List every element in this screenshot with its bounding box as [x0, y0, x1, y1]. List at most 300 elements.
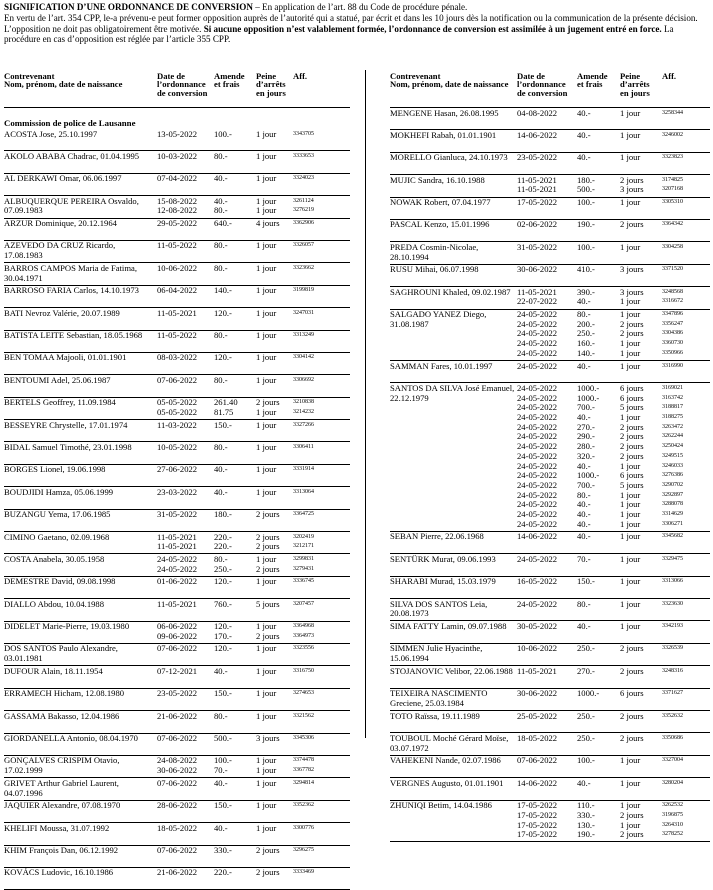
notice-bold-statement: Si aucune opposition n’est valablement formée, l’ordonnance de conversion est assimilée à un jugement entré en force.: [203, 23, 662, 34]
aff-number-value: 3264310: [662, 821, 683, 828]
conversion-date: [517, 288, 557, 307]
aff-number-value: 3299831: [293, 555, 314, 562]
conversion-date: [157, 286, 197, 296]
amount-value: 250.-: [577, 710, 595, 721]
conversion-date-value: 10-03-2022: [157, 150, 198, 161]
aff-number: [293, 689, 314, 699]
contrevenant-name: SANTOS DA SILVA José Emanuel, 22.12.1979: [390, 382, 515, 403]
aff-number: [293, 555, 314, 574]
amount-value: 150.-: [214, 688, 232, 699]
amount-value: 190.-: [577, 829, 595, 840]
amount-value: 80.-: [214, 710, 228, 721]
aff-number-value: 3336745: [293, 578, 314, 585]
table-row: [390, 130, 710, 152]
table-row: [390, 220, 710, 242]
amount: [214, 779, 228, 789]
aff-number: [662, 220, 683, 230]
peine: [620, 734, 644, 744]
aff-number: [293, 286, 314, 296]
contrevenant-name: ZHUNIQI Betim, 14.04.1986: [390, 800, 492, 811]
peine-value: 1 jour: [256, 441, 277, 452]
conversion-date: [517, 801, 557, 840]
peine-value: 1 jour: [620, 152, 641, 163]
amount: [577, 712, 595, 722]
table-row: [390, 778, 710, 800]
conversion-date-value: 05-05-2022: [157, 397, 198, 408]
peine-value: 1 jour: [256, 195, 277, 206]
peine: [620, 131, 640, 141]
peine-value: 1 jour: [620, 460, 641, 471]
amount-value: 80.-: [214, 441, 228, 452]
amount: [577, 220, 595, 230]
conversion-date-value: 12-08-2022: [157, 205, 198, 216]
conversion-date-value: 30-05-2022: [517, 620, 558, 631]
aff-number-value: 3347896: [662, 311, 683, 318]
conversion-date-value: 31-05-2022: [157, 509, 198, 520]
aff-number-value: 3333653: [293, 152, 314, 159]
peine-value: 1 jour: [620, 518, 641, 529]
peine: [620, 288, 644, 307]
aff-number: [293, 219, 314, 229]
amount-value: 40.-: [214, 486, 228, 497]
aff-number-value: 3174825: [662, 176, 683, 183]
peine-value: 5 jours: [620, 479, 644, 490]
amount: [214, 398, 238, 417]
peine: [256, 152, 276, 162]
aff-number-value: 3248568: [662, 288, 683, 295]
amount: [214, 622, 232, 641]
table-row: [390, 532, 710, 554]
conversion-date-value: 11-05-2021: [517, 665, 557, 676]
amount: [214, 443, 228, 453]
amount: [214, 644, 232, 654]
peine: [256, 219, 280, 229]
aff-number-value: 3212171: [293, 543, 314, 550]
peine-value: 1 jour: [620, 531, 641, 542]
table-row: [4, 510, 350, 532]
table-row: [390, 175, 710, 197]
aff-number-value: 3304258: [662, 243, 683, 250]
conversion-date-value: 24-05-2022: [517, 470, 558, 481]
amount-value: 250.-: [214, 563, 232, 574]
amount-value: 40.-: [577, 509, 591, 520]
amount-value: 40.-: [577, 499, 591, 510]
amount-value: 390.-: [577, 286, 595, 297]
aff-number: [293, 801, 314, 811]
peine: [256, 353, 276, 363]
amount: [577, 310, 595, 359]
aff-number-value: 3323823: [662, 154, 683, 161]
aff-number: [293, 309, 314, 319]
aff-number: [662, 555, 683, 565]
peine-value: 1 jour: [620, 819, 641, 830]
amount-value: 120.-: [214, 307, 232, 318]
aff-number: [293, 779, 314, 789]
conversion-date-value: 11-05-2021: [157, 307, 197, 318]
amount: [214, 510, 232, 520]
aff-number-value: 3374478: [293, 757, 314, 764]
contrevenant-name: KHELIFI Moussa, 31.07.1992: [4, 822, 110, 833]
contrevenant-name: BATISTA LEITE Sebastian, 18.05.1968: [4, 330, 143, 341]
header-date: Date de l’ordonnance de conversion: [517, 71, 568, 98]
contrevenant-name: DIALLO Abdou, 10.04.1988: [4, 598, 105, 609]
conversion-date-value: 07-06-2022: [157, 845, 198, 855]
amount-value: 40.-: [577, 152, 591, 163]
peine: [256, 734, 280, 744]
aff-number-value: 3323556: [293, 645, 314, 652]
aff-number-value: 3262244: [662, 433, 683, 440]
conversion-date-value: 08-03-2022: [157, 352, 198, 363]
conversion-date: [517, 310, 557, 359]
aff-number-value: 3314629: [662, 511, 683, 518]
peine: [256, 376, 276, 386]
amount: [214, 241, 228, 251]
aff-number-value: 3304142: [293, 354, 314, 361]
peine-value: 1 jour: [256, 374, 277, 385]
conversion-date-value: 07-06-2022: [157, 733, 198, 744]
conversion-date: [517, 532, 557, 542]
conversion-date-value: 11-05-2021: [157, 531, 197, 542]
conversion-date: [517, 243, 557, 253]
conversion-date: [157, 868, 197, 878]
peine-value: 2 jours: [620, 643, 644, 654]
aff-number-value: 3188817: [662, 404, 683, 411]
conversion-date: [157, 577, 197, 587]
peine: [256, 488, 276, 498]
aff-number-value: 3246033: [662, 462, 683, 469]
amount-value: 330.-: [214, 845, 232, 855]
conversion-date-value: 21-06-2022: [157, 867, 198, 878]
table-row: [4, 487, 350, 509]
amount-value: 250.-: [577, 328, 595, 339]
table-row: [4, 174, 350, 196]
amount: [214, 465, 228, 475]
peine-value: 2 jours: [256, 541, 280, 552]
amount-value: 760.-: [214, 598, 232, 609]
aff-number-value: 3345306: [293, 735, 314, 742]
aff-number-value: 3321562: [293, 712, 314, 719]
amount-value: 150.-: [214, 419, 232, 430]
table-row: [390, 287, 710, 309]
amount: [577, 176, 595, 195]
peine-value: 1 jour: [256, 665, 277, 676]
peine-value: 2 jours: [620, 710, 644, 721]
table-row: [4, 599, 350, 621]
contrevenant-name: MUJIC Sandra, 16.10.1988: [390, 174, 485, 185]
table-row: [390, 756, 710, 778]
amount-value: 80.-: [214, 205, 228, 216]
aff-number: [293, 488, 314, 498]
aff-number: [293, 376, 314, 386]
peine-value: 1 jour: [620, 412, 641, 423]
conversion-date-value: 31-05-2022: [517, 241, 558, 252]
amount: [577, 153, 591, 163]
conversion-date: [157, 331, 197, 341]
conversion-date: [157, 443, 197, 453]
contrevenant-name: ARZUR Dominique, 20.12.1964: [4, 218, 117, 229]
contrevenant-name: PASCAL Kenzo, 15.01.1996: [390, 219, 490, 230]
amount-value: 80.-: [214, 262, 228, 273]
aff-number-value: 3342193: [662, 622, 683, 629]
peine: [620, 243, 640, 253]
amount-value: 40.-: [577, 107, 591, 118]
aff-number: [662, 198, 683, 208]
table-row: [390, 108, 710, 130]
peine-value: 2 jours: [620, 665, 644, 676]
peine-value: 2 jours: [256, 867, 280, 878]
table-row: [390, 310, 710, 362]
peine-value: 1 jour: [256, 128, 277, 139]
aff-number-value: 3169021: [662, 384, 683, 391]
aff-number: [293, 331, 314, 341]
aff-number: [662, 667, 683, 677]
aff-number-value: 3276386: [662, 472, 683, 479]
contrevenant-name: MORELLO Gianluca, 24.10.1973: [390, 152, 508, 163]
aff-number-value: 3316990: [662, 362, 683, 369]
contrevenant-name: GRIVET Arthur Gabriel Laurent, 04.07.1996: [4, 777, 119, 798]
aff-number-value: 3326539: [662, 645, 683, 652]
peine: [256, 779, 276, 789]
conversion-date-value: 11-05-2021: [157, 541, 197, 552]
amount-value: 40.-: [214, 173, 228, 184]
amount: [214, 801, 232, 811]
aff-number-value: 3188275: [662, 414, 683, 421]
amount-value: 70.-: [214, 765, 228, 776]
peine: [620, 310, 644, 359]
aff-number: [293, 197, 314, 216]
peine-value: 2 jours: [620, 174, 644, 185]
amount-value: 180.-: [577, 174, 595, 185]
contrevenant-name: BEN TOMAA Majooli, 01.01.1901: [4, 352, 127, 363]
aff-number-value: 3246002: [662, 131, 683, 138]
aff-number-value: 3262532: [662, 802, 683, 809]
conversion-date-value: 24-05-2022: [517, 431, 558, 442]
aff-number: [293, 398, 314, 417]
peine: [620, 362, 640, 372]
aff-number-value: 3305310: [662, 199, 683, 206]
aff-number-value: 3371627: [662, 690, 683, 697]
peine-value: 2 jours: [256, 845, 280, 855]
contrevenant-name: TOTO Raïssa, 19.11.1989: [390, 710, 480, 721]
peine-value: 1 jour: [620, 598, 641, 609]
aff-number: [293, 577, 314, 587]
contrevenant-name: SIMA FATTY Lamin, 09.07.1988: [390, 620, 507, 631]
conversion-date-value: 14-06-2022: [517, 531, 558, 542]
amount: [577, 779, 591, 789]
aff-number-value: 3294814: [293, 779, 314, 786]
conversion-date-value: 11-05-2021: [517, 286, 557, 297]
peine-value: 1 jour: [620, 338, 641, 349]
peine-value: 1 jour: [256, 464, 277, 475]
aff-number-value: 3210838: [293, 399, 314, 406]
amount-value: 80.-: [214, 330, 228, 341]
conversion-date: [517, 109, 557, 119]
aff-number-value: 3296275: [293, 847, 314, 853]
peine-value: 2 jours: [620, 219, 644, 230]
aff-number-value: 3276219: [293, 207, 314, 214]
conversion-date-value: 28-06-2022: [157, 800, 198, 811]
aff-number-value: 3329475: [662, 555, 683, 562]
aff-number: [293, 264, 314, 274]
conversion-date-value: 24-05-2022: [517, 421, 558, 432]
table-row: [4, 644, 350, 666]
conversion-date-value: 07-04-2022: [157, 173, 198, 184]
conversion-date-value: 07-12-2021: [157, 665, 198, 676]
peine-value: 1 jour: [620, 129, 641, 140]
conversion-date-value: 02-06-2022: [517, 219, 558, 230]
peine: [620, 779, 640, 789]
amount: [577, 288, 595, 307]
contrevenant-name: MOKHEFI Rabah, 01.01.1901: [390, 129, 497, 140]
table-row: [4, 801, 350, 823]
amount: [214, 264, 228, 274]
amount: [577, 667, 595, 677]
table-row: [4, 778, 350, 800]
amount-value: 170.-: [214, 630, 232, 641]
aff-number: [293, 846, 314, 856]
conversion-date: [517, 265, 557, 275]
aff-number: [662, 712, 683, 722]
amount: [214, 130, 232, 140]
amount-value: 40.-: [577, 777, 591, 788]
conversion-date-value: 30-06-2022: [157, 765, 198, 776]
table-row: [4, 375, 350, 397]
amount-value: 40.-: [214, 822, 228, 833]
amount-value: 250.-: [577, 732, 595, 743]
amount-value: 280.-: [577, 441, 595, 452]
peine-value: 1 jour: [256, 173, 277, 184]
aff-number-value: 3199819: [293, 287, 314, 294]
conversion-date-value: 07-06-2022: [157, 777, 198, 788]
amount-value: 70.-: [577, 553, 591, 564]
table-row: [4, 398, 350, 420]
conversion-date-value: 24-05-2022: [517, 489, 558, 500]
conversion-date: [157, 421, 197, 431]
conversion-date-value: 13-05-2022: [157, 128, 198, 139]
aff-number-value: 3356247: [662, 320, 683, 327]
conversion-date: [517, 362, 557, 372]
conversion-date: [517, 600, 557, 610]
conversion-date-value: 24-05-2022: [517, 518, 558, 529]
amount-value: 80.-: [577, 598, 591, 609]
peine: [256, 555, 280, 574]
amount: [577, 384, 599, 530]
conversion-date: [517, 622, 557, 632]
amount: [577, 600, 591, 610]
conversion-date-value: 30-06-2022: [517, 264, 558, 275]
amount-value: 150.-: [214, 800, 232, 811]
notice-body: En vertu de l’art. 354 CPP, le-a prévenu-e peut former opposition auprès de l’autorité qui a statué, par écrit et dans les 10 jours dès la notification ou la communication de la présente décision. L’opposition ne doit pas obligatoirement être motivée.: [4, 12, 698, 34]
amount-value: 100.-: [214, 755, 232, 766]
amount-value: 40.-: [214, 195, 228, 206]
header-amount: Amende et frais: [214, 71, 245, 90]
conversion-date: [157, 734, 197, 744]
conversion-date: [157, 622, 197, 641]
aff-number-value: 3207457: [293, 600, 314, 607]
peine: [256, 824, 276, 834]
conversion-date-value: 24-05-2022: [517, 309, 558, 320]
peine: [256, 533, 280, 552]
peine-value: 2 jours: [620, 450, 644, 461]
table-row: [4, 846, 350, 868]
peine-value: 1 jour: [620, 509, 641, 520]
peine-value: 1 jour: [256, 285, 277, 296]
amount-value: 250.-: [577, 643, 595, 654]
amount-value: 410.-: [577, 264, 595, 275]
conversion-date: [157, 241, 197, 251]
amount-value: 640.-: [214, 218, 232, 229]
table-row: [4, 263, 350, 285]
peine: [620, 712, 644, 722]
right-column: [390, 72, 710, 842]
aff-number: [293, 756, 314, 775]
amount: [214, 846, 232, 856]
contrevenant-name: BARROSO FARIA Carlos, 14.10.1973: [4, 285, 139, 296]
conversion-date: [517, 384, 557, 530]
amount: [214, 689, 232, 699]
contrevenant-name: BORGES Lionel, 19.06.1998: [4, 464, 106, 475]
header-aff: Aff.: [293, 71, 308, 81]
aff-number-value: 3263472: [662, 423, 683, 430]
conversion-date: [517, 734, 557, 744]
contrevenant-name: AKOLO ABABA Chadrac, 01.04.1995: [4, 150, 140, 161]
aff-number-value: 3313249: [293, 332, 314, 339]
amount: [577, 756, 595, 766]
aff-number: [662, 384, 683, 530]
peine-value: 2 jours: [620, 431, 644, 442]
aff-number: [293, 600, 314, 610]
conversion-date-value: 29-05-2022: [157, 218, 198, 229]
conversion-date: [157, 264, 197, 274]
amount-value: 80.-: [214, 150, 228, 161]
conversion-date: [517, 779, 557, 789]
peine: [256, 286, 276, 296]
contrevenant-name: RUSU Mihai, 06.07.1998: [390, 264, 479, 275]
table-row: [4, 622, 350, 644]
conversion-date: [517, 198, 557, 208]
header-peine: Peine d’arrêts en jours: [256, 71, 286, 98]
peine-value: 5 jours: [620, 402, 644, 413]
aff-number: [662, 600, 683, 610]
amount: [214, 756, 232, 775]
aff-number-value: 3304386: [662, 330, 683, 337]
header-peine: Peine d’arrêts en jours: [620, 71, 650, 98]
contrevenant-name: ERRAMECH Hicham, 12.08.1980: [4, 688, 125, 699]
contrevenant-name: BERTELS Geoffrey, 11.09.1984: [4, 397, 116, 408]
conversion-date: [157, 309, 197, 319]
table-header: [390, 72, 710, 108]
aff-number: [293, 465, 314, 475]
peine-value: 1 jour: [620, 296, 641, 307]
amount: [214, 219, 232, 229]
column-divider: [365, 70, 366, 738]
table-row: [4, 868, 350, 890]
amount-value: 290.-: [577, 431, 595, 442]
contrevenant-name: SAGHROUNI Khaled, 09.02.1987: [390, 286, 511, 297]
peine-value: 2 jours: [620, 809, 644, 820]
peine: [620, 689, 644, 699]
peine-value: 1 jour: [620, 499, 641, 510]
contrevenant-name: BOUDJIDI Hamza, 05.06.1999: [4, 486, 114, 497]
amount: [577, 689, 599, 699]
section-title: Commission de police de Lausanne: [4, 118, 136, 128]
aff-number: [293, 421, 314, 431]
peine-value: 1 jour: [256, 352, 277, 363]
aff-number: [293, 533, 314, 552]
amount: [214, 824, 228, 834]
peine-value: 1 jour: [256, 765, 277, 776]
table-row: [390, 644, 710, 666]
